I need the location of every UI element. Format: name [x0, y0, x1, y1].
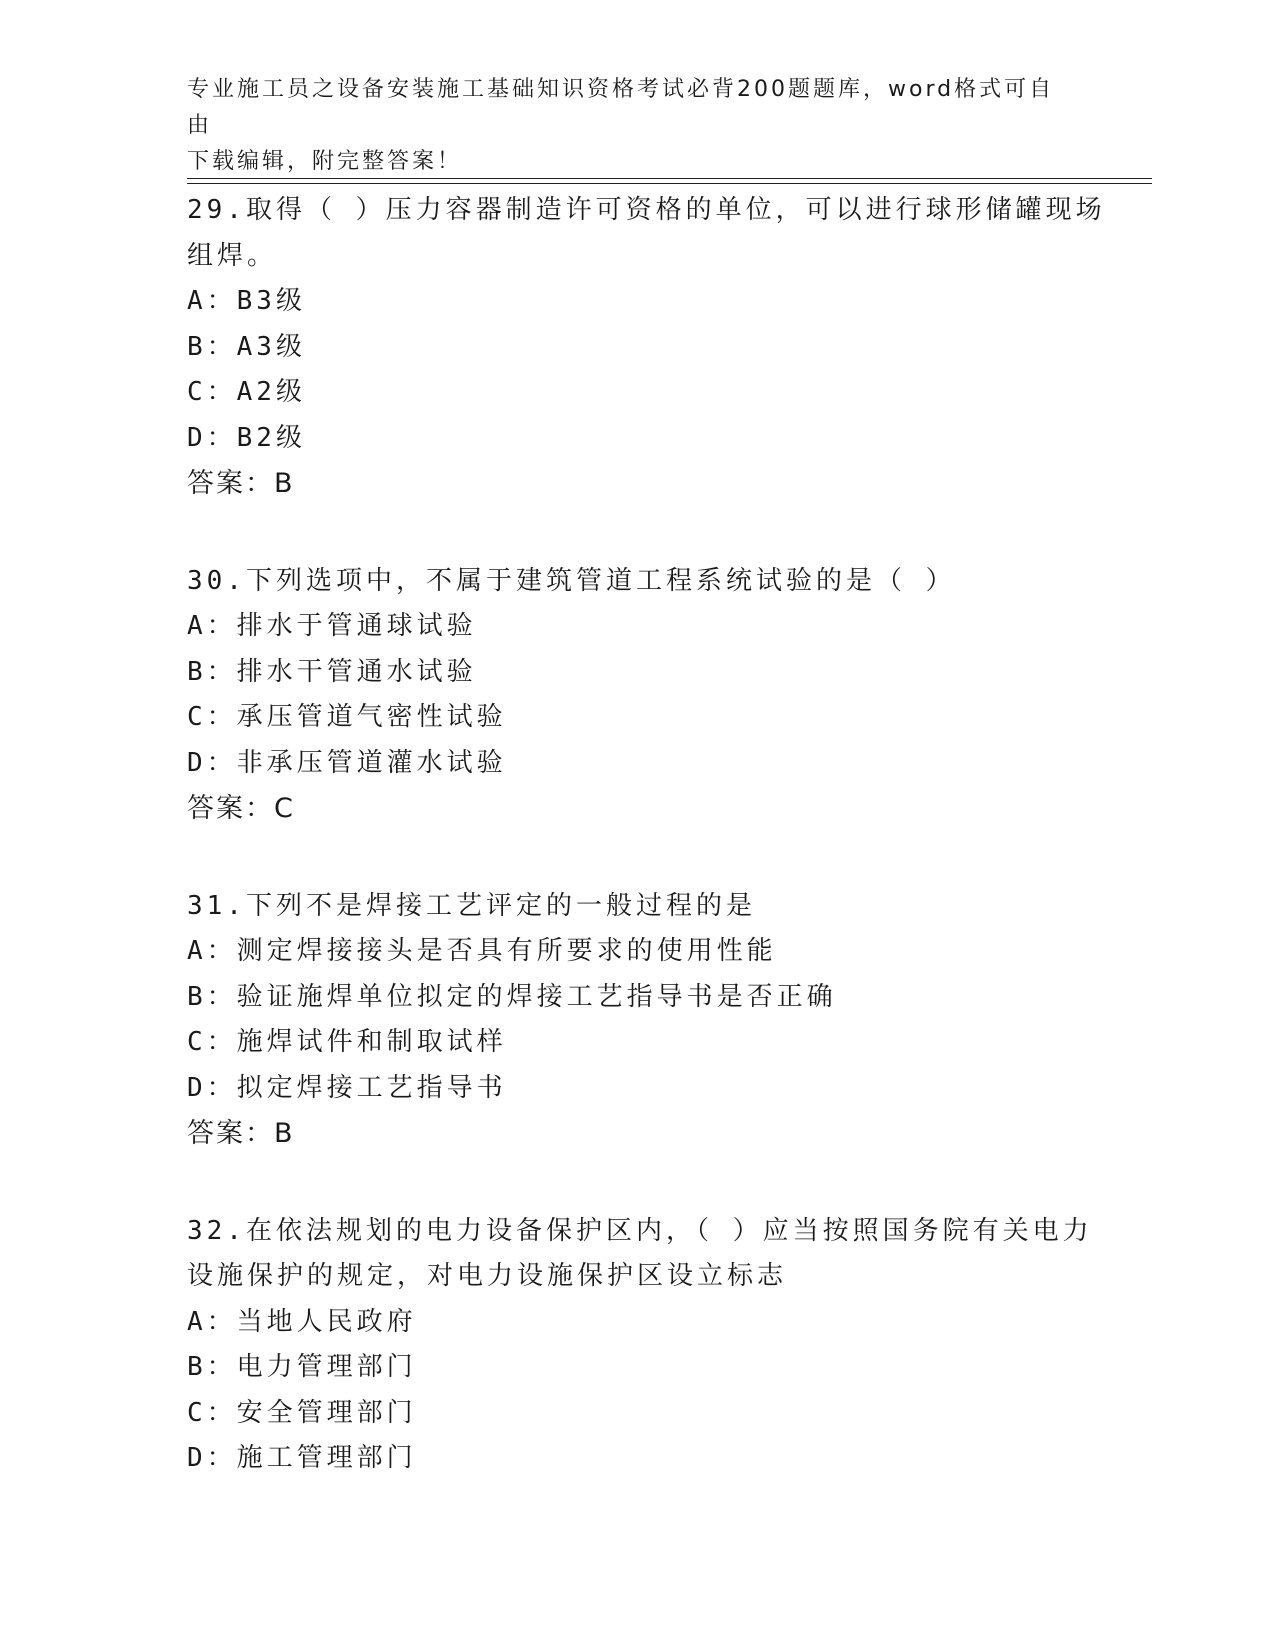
header-divider-bottom: [187, 183, 1152, 184]
option-d: D：B2级: [187, 422, 306, 453]
stem-line: 29.取得（ ）压力容器制造许可资格的单位，可以进行球形储罐现场: [187, 195, 1106, 225]
option-b: B：电力管理部门: [187, 1352, 417, 1382]
stem-line: 31.下列不是焊接工艺评定的一般过程的是: [187, 890, 756, 921]
option-a: A：B3级: [187, 286, 306, 316]
stem-line: 32.在依法规划的电力设备保护区内，（ ）应当按照国务院有关电力: [187, 1215, 1093, 1246]
option-d: D：拟定焊接工艺指导书: [187, 1072, 507, 1103]
option-c: C：安全管理部门: [187, 1397, 417, 1428]
question-stem: [187, 884, 1087, 930]
question-29: [187, 188, 1106, 507]
question-stem: [187, 188, 1106, 279]
option-a: A：排水于管通球试验: [187, 611, 477, 641]
question-stem: [187, 559, 1087, 605]
document-header: [187, 72, 1067, 180]
option-a: A：当地人民政府: [187, 1306, 417, 1337]
stem-line: 设施保护的规定，对电力设施保护区设立标志: [187, 1261, 788, 1291]
option-a: A：测定焊接接头是否具有所要求的使用性能: [187, 936, 777, 966]
question-31: [187, 884, 1087, 1157]
stem-line: 30.下列选项中，不属于建筑管道工程系统试验的是（ ）: [187, 565, 956, 596]
option-d: D：施工管理部门: [187, 1443, 417, 1473]
header-line-1: 专业施工员之设备安装施工基础知识资格考试必背200题题库，word格式可自由: [187, 77, 1055, 138]
question-30: [187, 559, 1087, 832]
option-d: D：非承压管道灌水试验: [187, 747, 507, 778]
answer-line: 答案：B: [187, 468, 295, 499]
question-stem: [187, 1209, 1093, 1300]
answer-line: 答案：C: [187, 793, 295, 824]
option-c: C：承压管道气密性试验: [187, 702, 507, 732]
option-b: B：A3级: [187, 331, 306, 362]
option-c: C：施焊试件和制取试样: [187, 1027, 507, 1057]
answer-line: 答案：B: [187, 1118, 295, 1149]
option-b: B：验证施焊单位拟定的焊接工艺指导书是否正确: [187, 981, 837, 1012]
question-list: [187, 188, 1106, 1534]
option-c: C：A2级: [187, 377, 306, 407]
header-line-2: 下载编辑，附完整答案！: [187, 149, 463, 174]
question-32: [187, 1209, 1093, 1482]
option-b: B：排水干管通水试验: [187, 656, 477, 687]
stem-line: 组焊。: [187, 240, 278, 271]
header-divider-top: [187, 178, 1152, 179]
